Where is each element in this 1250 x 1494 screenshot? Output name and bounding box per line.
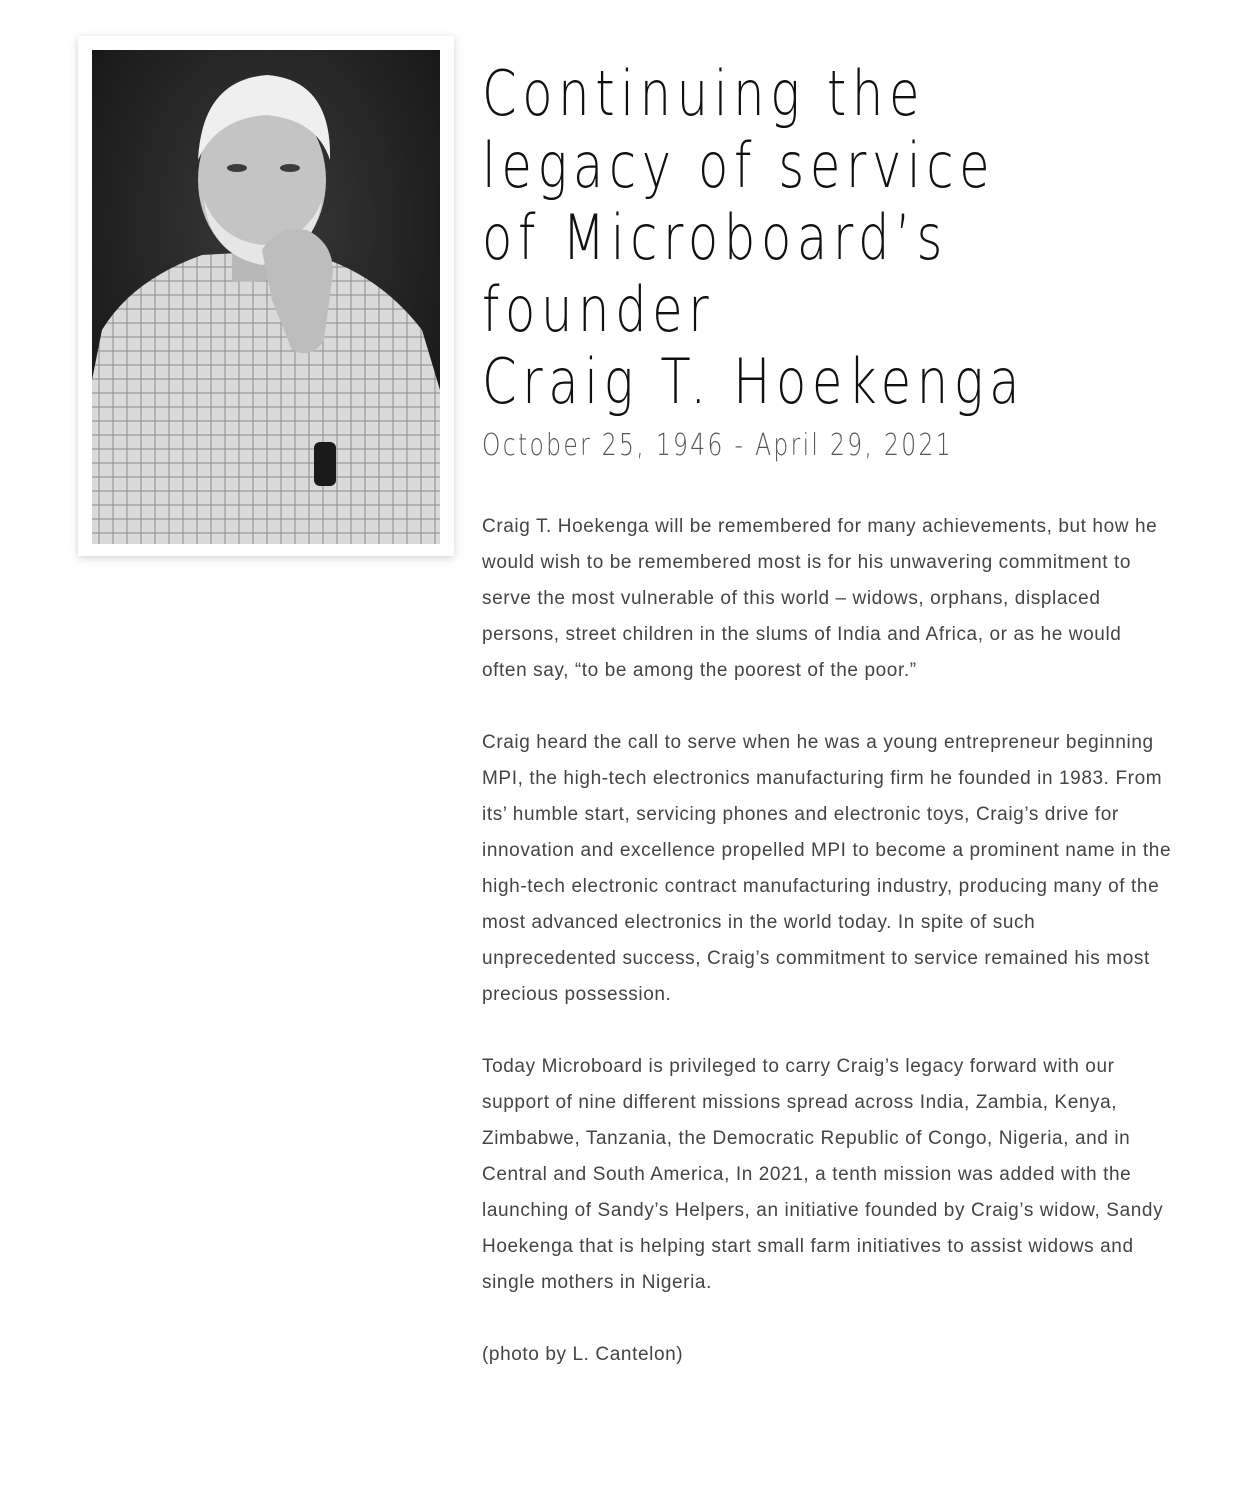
paragraph: Today Microboard is privileged to carry Craig’s legacy forward with our support of nine different missions spread across India, Zambia, Kenya, Zimbabwe, Tanzania, the Democratic Republic of Congo, Nigeria, and in Central and South America, In 2021, a tenth mission was added with the launching of Sandy’s Helpers, an initiative founded by Craig’s widow, Sandy Hoekenga that is helping start small farm initiatives to assist widows and single mothers in Nigeria. — [482, 1056, 1164, 1293]
biography — [482, 509, 1172, 1373]
paragraph: Craig T. Hoekenga will be remembered for many achievements, but how he would wish to be remembered most is for his unwavering commitment to serve the most vulnerable of this world – widows, orphans, displaced persons, street children in the slums of India and Africa, or as he would often say, “to be among the poorest of the poor.” — [482, 516, 1158, 681]
page-title — [482, 58, 1034, 418]
life-dates: October 25, 1946 - April 29, 2021 — [482, 428, 953, 463]
photo-credit: (photo by L. Cantelon) — [482, 1344, 684, 1365]
title-line: Craig T. Hoekenga — [482, 345, 1026, 418]
paragraph: Craig heard the call to serve when he was a young entrepreneur beginning MPI, the high-tech electronics manufacturing firm he founded in 1983. From its’ humble start, servicing phones and electronic toys, Craig’s drive for innovation and excellence propelled MPI to become a prominent name in the high-tech electronic contract manufacturing industry, producing many of the most advanced electronics in the world today. In spite of such unprecedented success, Craig’s commitment to service remained his most precious possession. — [482, 732, 1172, 1005]
portrait-image — [92, 50, 440, 544]
memorial-content — [482, 58, 1172, 1409]
title-line: Continuing the — [482, 57, 926, 130]
portrait-photo — [92, 50, 440, 544]
title-line: founder — [482, 273, 715, 346]
title-line: legacy of service — [482, 129, 996, 202]
title-line: of Microboard’s — [482, 201, 948, 274]
portrait-frame — [78, 36, 454, 556]
